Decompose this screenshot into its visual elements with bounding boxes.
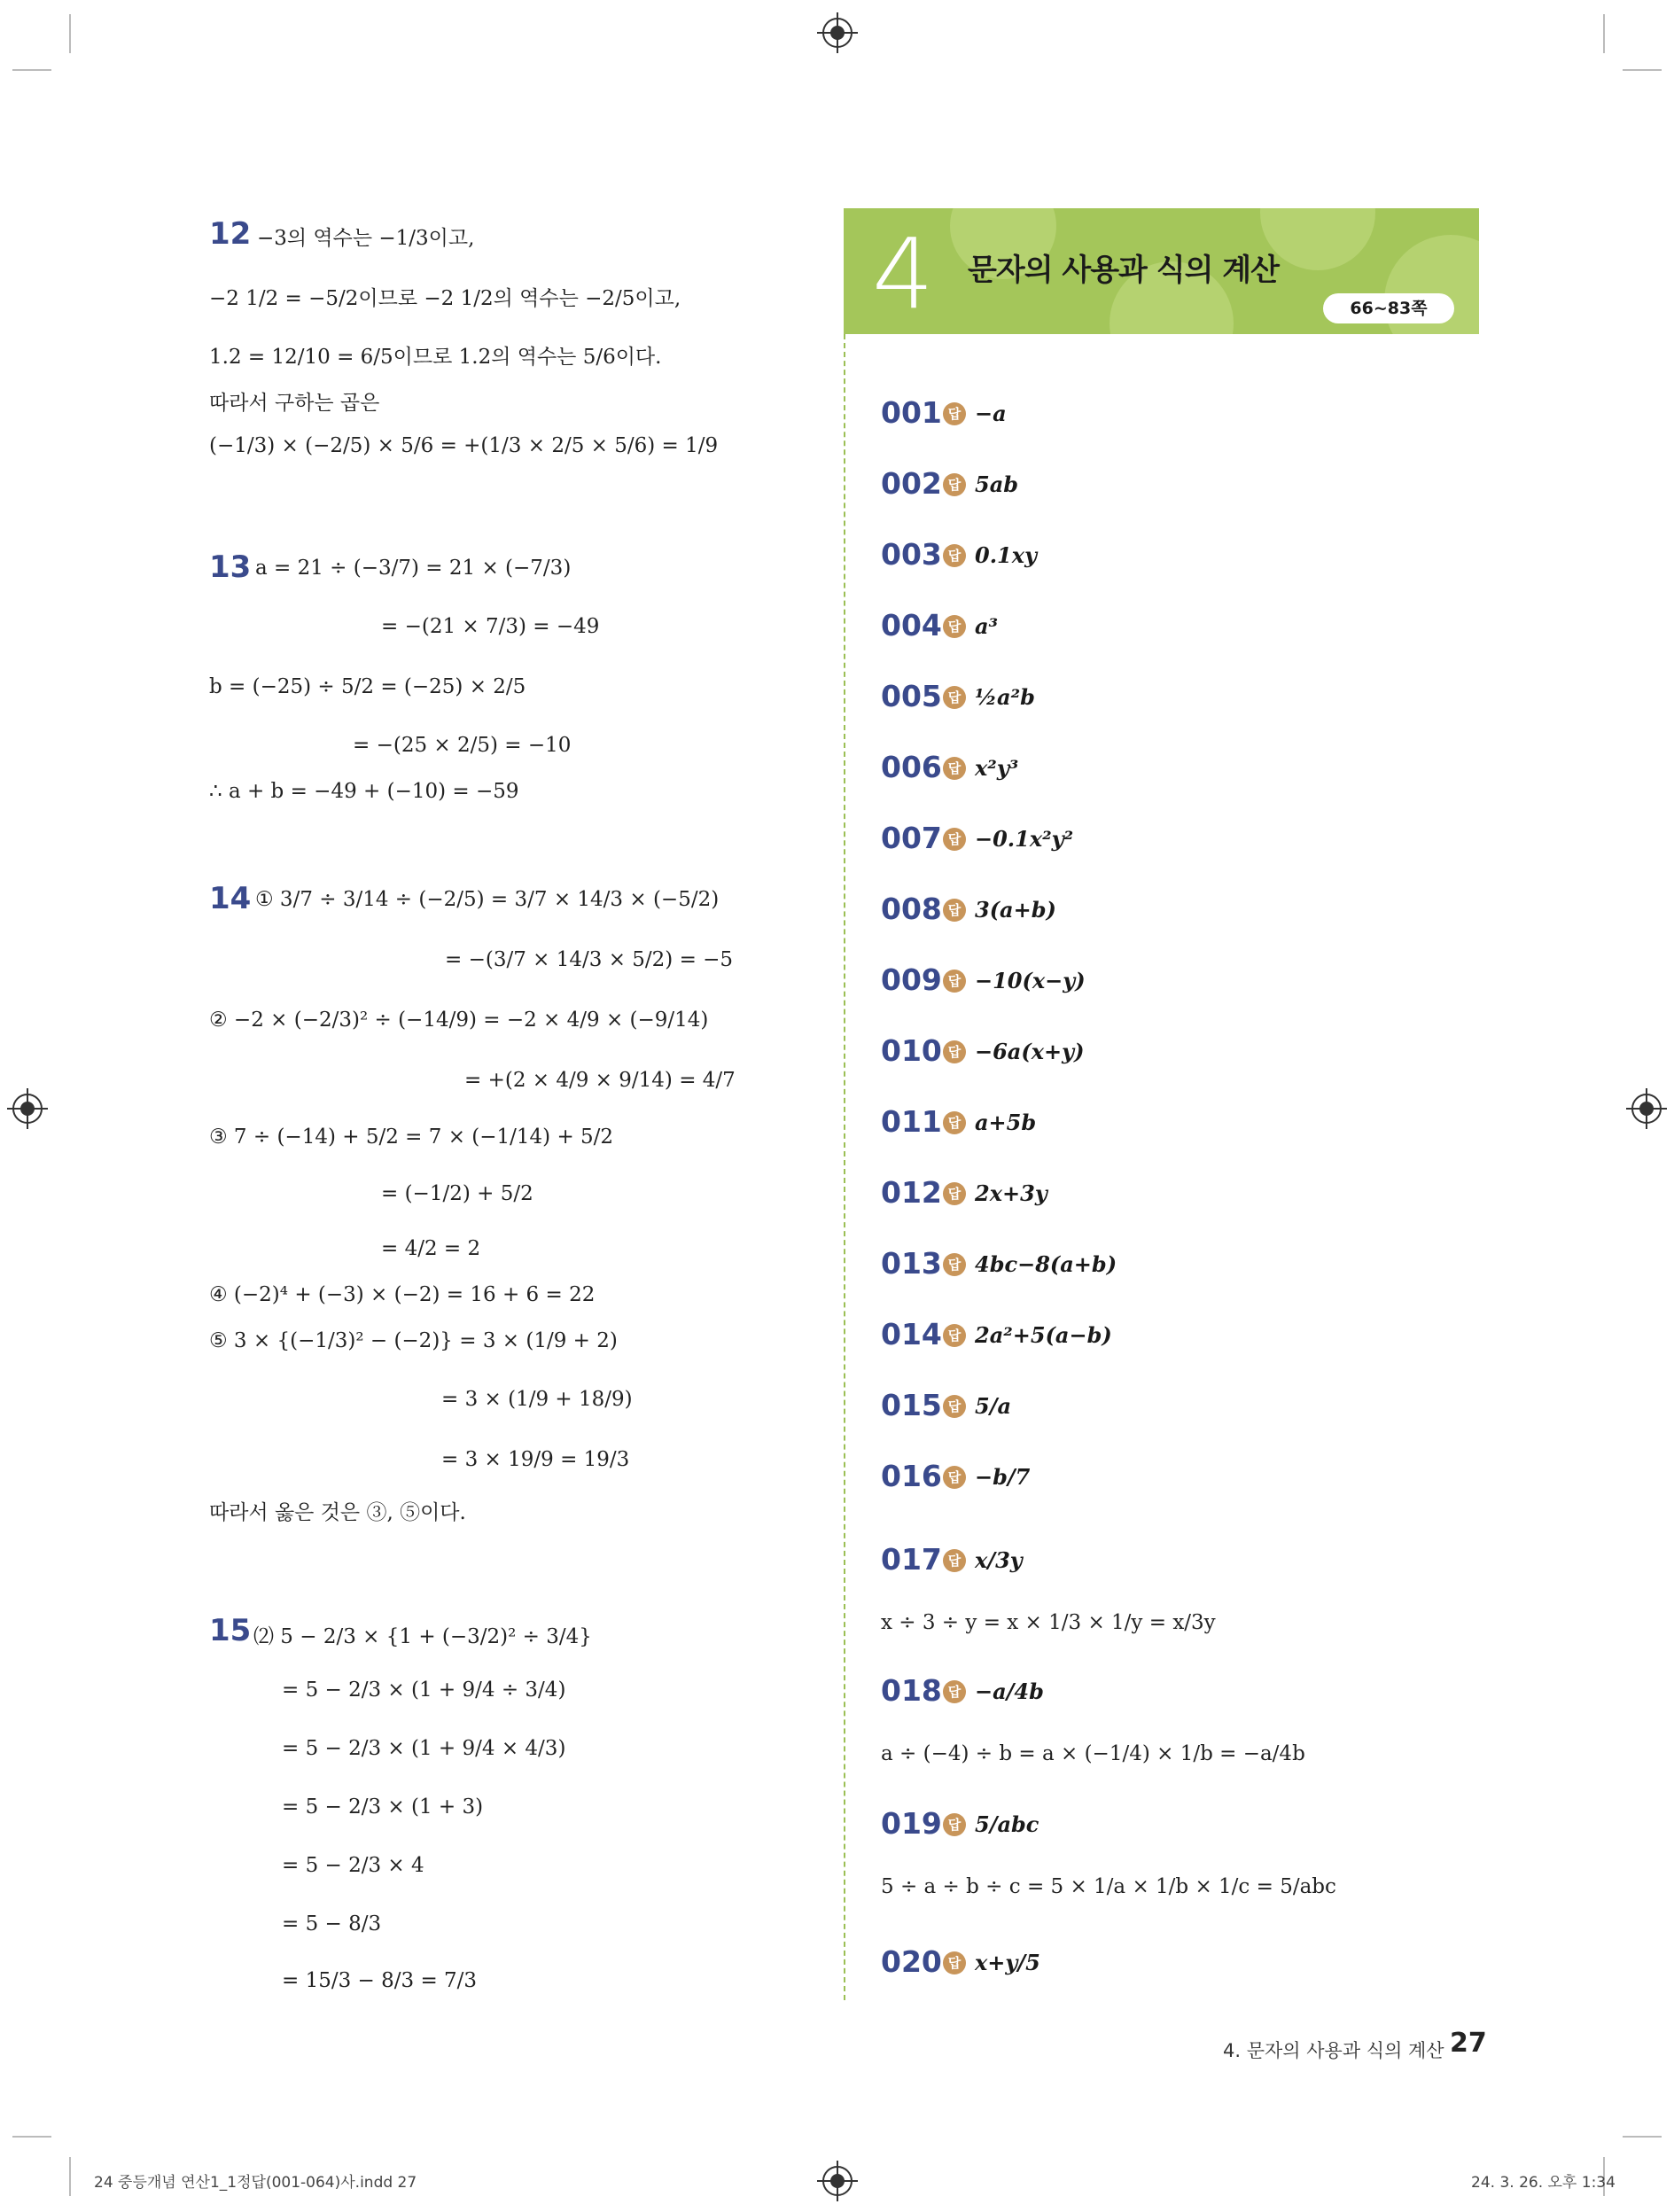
solution-line: = 5 − 2/3 × (1 + 9/4 × 4/3) bbox=[282, 1737, 566, 1760]
solution-line: 따라서 구하는 곱은 bbox=[209, 392, 380, 415]
answer-solution: a ÷ (−4) ÷ b = a × (−1/4) × 1/b = −a/4b bbox=[881, 1742, 1305, 1765]
registration-mark-icon bbox=[12, 1094, 43, 1124]
answer-badge-icon: 답 bbox=[943, 1253, 966, 1276]
answer-value: −10(x−y) bbox=[975, 968, 1086, 993]
answer-number: 005 bbox=[881, 679, 942, 713]
answer-number: 014 bbox=[881, 1317, 942, 1351]
answer-badge-icon: 답 bbox=[943, 899, 966, 922]
footer-section-title: 4. 문자의 사용과 식의 계산 bbox=[1223, 2040, 1444, 2061]
crop-mark bbox=[69, 14, 71, 53]
solution-line: = 5 − 2/3 × (1 + 3) bbox=[282, 1795, 484, 1819]
answer-number: 019 bbox=[881, 1806, 942, 1841]
solution-line: ⑤ 3 × {(−1/3)² − (−2)} = 3 × (1/9 + 2) bbox=[209, 1329, 618, 1352]
crop-mark bbox=[69, 2157, 71, 2196]
answer-badge-icon: 답 bbox=[943, 1549, 966, 1572]
chapter-number: 4 bbox=[872, 217, 934, 331]
answer-value: x+y/5 bbox=[975, 1950, 1040, 1975]
answer-number: 013 bbox=[881, 1246, 942, 1281]
solution-line: −2 1/2 = −5/2이므로 −2 1/2의 역수는 −2/5이고, bbox=[209, 287, 681, 310]
slug-timestamp: 24. 3. 26. 오후 1:34 bbox=[1471, 2174, 1616, 2192]
registration-mark-icon bbox=[822, 18, 853, 48]
answer-value: a³ bbox=[975, 613, 999, 639]
solution-line: = 5 − 2/3 × 4 bbox=[282, 1854, 424, 1877]
page-range-badge: 66~83쪽 bbox=[1323, 293, 1454, 323]
answer-number: 015 bbox=[881, 1388, 942, 1422]
solution-line: ① 3/7 ÷ 3/14 ÷ (−2/5) = 3/7 × 14/3 × (−5/2) bbox=[255, 888, 720, 911]
problem-number: 12 bbox=[209, 216, 252, 252]
solution-line: = 4/2 = 2 bbox=[381, 1237, 481, 1260]
answer-badge-icon: 답 bbox=[943, 828, 966, 851]
answer-badge-icon: 답 bbox=[943, 1951, 966, 1974]
answer-number: 006 bbox=[881, 750, 942, 784]
solution-line: = 5 − 8/3 bbox=[282, 1912, 382, 1936]
answer-badge-icon: 답 bbox=[943, 615, 966, 638]
solution-line: ∴ a + b = −49 + (−10) = −59 bbox=[209, 780, 519, 803]
answer-badge-icon: 답 bbox=[943, 1111, 966, 1134]
answer-number: 010 bbox=[881, 1033, 942, 1068]
crop-mark bbox=[1623, 69, 1662, 71]
answer-value: −b/7 bbox=[975, 1464, 1031, 1490]
registration-mark-icon bbox=[822, 2166, 853, 2196]
answer-badge-icon: 답 bbox=[943, 402, 966, 425]
column-divider bbox=[844, 334, 845, 2000]
crop-mark bbox=[12, 2136, 51, 2138]
problem-number: 13 bbox=[209, 549, 252, 585]
answer-value: x²y³ bbox=[975, 755, 1019, 781]
answer-value: −6a(x+y) bbox=[975, 1039, 1085, 1064]
solution-line: = 3 × (1/9 + 18/9) bbox=[441, 1388, 633, 1411]
answer-number: 009 bbox=[881, 962, 942, 997]
registration-mark-icon bbox=[1631, 1094, 1662, 1124]
answer-value: −a/4b bbox=[975, 1678, 1044, 1704]
solution-line: ② −2 × (−2/3)² ÷ (−14/9) = −2 × 4/9 × (−9/14) bbox=[209, 1009, 709, 1032]
answer-value: 0.1xy bbox=[975, 542, 1038, 568]
answer-value: 4bc−8(a+b) bbox=[975, 1251, 1117, 1277]
solution-line: ⑵ 5 − 2/3 × {1 + (−3/2)² ÷ 3/4} bbox=[253, 1625, 592, 1648]
answer-badge-icon: 답 bbox=[943, 1466, 966, 1489]
solution-line: −3의 역수는 −1/3이고, bbox=[257, 227, 475, 250]
solution-line: ④ (−2)⁴ + (−3) × (−2) = 16 + 6 = 22 bbox=[209, 1283, 596, 1306]
answer-solution: x ÷ 3 ÷ y = x × 1/3 × 1/y = x/3y bbox=[881, 1611, 1216, 1634]
solution-line: (−1/3) × (−2/5) × 5/6 = +(1/3 × 2/5 × 5/6) = 1/9 bbox=[209, 434, 719, 457]
problem-number: 14 bbox=[209, 881, 252, 916]
solution-line: a = 21 ÷ (−3/7) = 21 × (−7/3) bbox=[255, 557, 572, 580]
crop-mark bbox=[1603, 14, 1605, 53]
answer-value: 5ab bbox=[975, 471, 1019, 497]
solution-line: = 3 × 19/9 = 19/3 bbox=[441, 1448, 630, 1471]
answer-value: 5/abc bbox=[975, 1811, 1039, 1837]
answer-badge-icon: 답 bbox=[943, 1182, 966, 1205]
slug-filename: 24 중등개념 연산1_1정답(001-064)사.indd 27 bbox=[94, 2174, 417, 2192]
answer-badge-icon: 답 bbox=[943, 544, 966, 567]
answer-badge-icon: 답 bbox=[943, 686, 966, 709]
answer-badge-icon: 답 bbox=[943, 473, 966, 496]
answer-value: ½a²b bbox=[975, 684, 1035, 710]
answer-badge-icon: 답 bbox=[943, 1040, 966, 1063]
chapter-banner bbox=[844, 208, 1479, 334]
answer-value: a+5b bbox=[975, 1110, 1037, 1135]
answer-badge-icon: 답 bbox=[943, 1395, 966, 1418]
answer-badge-icon: 답 bbox=[943, 970, 966, 993]
solution-line: = (−1/2) + 5/2 bbox=[381, 1182, 533, 1205]
answer-number: 016 bbox=[881, 1459, 942, 1493]
answer-number: 007 bbox=[881, 821, 942, 855]
solution-line: = −(21 × 7/3) = −49 bbox=[381, 615, 600, 638]
solution-line: = 5 − 2/3 × (1 + 9/4 ÷ 3/4) bbox=[282, 1678, 566, 1702]
answer-solution: 5 ÷ a ÷ b ÷ c = 5 × 1/a × 1/b × 1/c = 5/abc bbox=[881, 1875, 1336, 1898]
answer-badge-icon: 답 bbox=[943, 1813, 966, 1836]
solution-line: 1.2 = 12/10 = 6/5이므로 1.2의 역수는 5/6이다. bbox=[209, 346, 662, 369]
answer-number: 008 bbox=[881, 892, 942, 926]
crop-mark bbox=[1623, 2136, 1662, 2138]
solution-line: = 15/3 − 8/3 = 7/3 bbox=[282, 1969, 478, 1992]
answer-value: 2a²+5(a−b) bbox=[975, 1322, 1112, 1348]
answer-value: x/3y bbox=[975, 1547, 1023, 1573]
answer-number: 001 bbox=[881, 395, 942, 430]
answer-number: 002 bbox=[881, 466, 942, 501]
solution-line: 따라서 옳은 것은 ③, ⑤이다. bbox=[209, 1501, 466, 1524]
answer-value: −0.1x²y² bbox=[975, 826, 1074, 852]
answer-number: 017 bbox=[881, 1542, 942, 1577]
answer-value: 5/a bbox=[975, 1393, 1012, 1419]
solution-line: = +(2 × 4/9 × 9/14) = 4/7 bbox=[464, 1069, 736, 1092]
answer-badge-icon: 답 bbox=[943, 757, 966, 780]
chapter-title: 문자의 사용과 식의 계산 bbox=[968, 253, 1279, 288]
answer-number: 003 bbox=[881, 537, 942, 572]
answer-number: 012 bbox=[881, 1175, 942, 1210]
answer-number: 004 bbox=[881, 608, 942, 643]
page-number: 27 bbox=[1450, 2028, 1487, 2059]
solution-line: = −(3/7 × 14/3 × 5/2) = −5 bbox=[445, 948, 734, 971]
answer-number: 018 bbox=[881, 1673, 942, 1708]
answer-value: 3(a+b) bbox=[975, 897, 1056, 923]
crop-mark bbox=[12, 69, 51, 71]
problem-number: 15 bbox=[209, 1613, 252, 1648]
solution-line: = −(25 × 2/5) = −10 bbox=[353, 734, 572, 757]
solution-line: ③ 7 ÷ (−14) + 5/2 = 7 × (−1/14) + 5/2 bbox=[209, 1125, 614, 1149]
answer-number: 020 bbox=[881, 1944, 942, 1979]
answer-value: −a bbox=[975, 401, 1007, 426]
answer-badge-icon: 답 bbox=[943, 1324, 966, 1347]
answer-number: 011 bbox=[881, 1104, 942, 1139]
solution-line: b = (−25) ÷ 5/2 = (−25) × 2/5 bbox=[209, 675, 526, 698]
answer-value: 2x+3y bbox=[975, 1180, 1047, 1206]
answer-badge-icon: 답 bbox=[943, 1680, 966, 1703]
